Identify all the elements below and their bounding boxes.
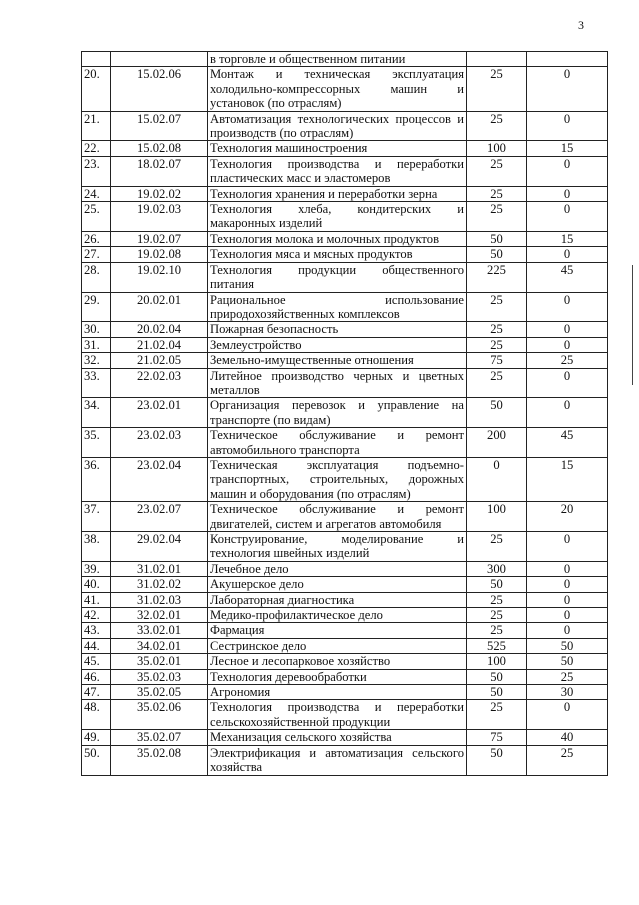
cell-code: 35.02.07 [111,730,208,745]
cell-count-b [527,52,608,67]
table-row [82,577,608,592]
table-row [82,186,608,201]
table-row [82,428,608,458]
page-number: 3 [578,18,584,32]
cell-code: 19.02.03 [111,202,208,232]
cell-name: Техническое обслуживание и ремонт двигателей, систем и агрегатов автомобиля [208,502,467,532]
cell-count-a: 50 [467,685,527,700]
cell-number: 22. [82,141,111,156]
cell-number: 30. [82,322,111,337]
table-row [82,623,608,638]
cell-count-a: 25 [467,608,527,623]
cell-count-b: 0 [527,700,608,730]
cell-count-a: 50 [467,745,527,775]
table-row [82,592,608,607]
cell-name: Рациональное использование природохозяйственных комплексов [208,292,467,322]
cell-count-a: 225 [467,262,527,292]
cell-name: Технология производства и переработки сельскохозяйственной продукции [208,700,467,730]
cell-code: 31.02.02 [111,577,208,592]
cell-number: 37. [82,502,111,532]
cell-code: 35.02.05 [111,685,208,700]
cell-count-b: 50 [527,654,608,669]
table-row [82,398,608,428]
cell-number: 25. [82,202,111,232]
cell-name: Землеустройство [208,337,467,352]
cell-number: 20. [82,67,111,111]
cell-name: Земельно-имущественные отношения [208,353,467,368]
table-row [82,262,608,292]
cell-number: 35. [82,428,111,458]
table-row [82,368,608,398]
cell-count-b: 0 [527,577,608,592]
cell-count-b: 25 [527,353,608,368]
cell-name: Акушерское дело [208,577,467,592]
table-row [82,730,608,745]
cell-count-a: 25 [467,186,527,201]
cell-number: 27. [82,247,111,262]
table-row [82,669,608,684]
cell-name: Медико-профилактическое дело [208,608,467,623]
cell-name: Технология производства и переработки пластических масс и эластомеров [208,156,467,186]
cell-number: 32. [82,353,111,368]
cell-count-a: 25 [467,700,527,730]
cell-code: 31.02.01 [111,561,208,576]
cell-count-b: 0 [527,67,608,111]
cell-code: 19.02.02 [111,186,208,201]
cell-number: 31. [82,337,111,352]
cell-code: 19.02.07 [111,231,208,246]
cell-name: Технология продукции общественного питания [208,262,467,292]
cell-count-a: 100 [467,141,527,156]
table-row [82,247,608,262]
cell-count-b: 0 [527,111,608,141]
cell-count-a: 25 [467,322,527,337]
cell-count-a: 300 [467,561,527,576]
table-row [82,502,608,532]
table-body [82,52,608,776]
cell-code: 15.02.07 [111,111,208,141]
cell-code [111,52,208,67]
cell-count-a: 50 [467,398,527,428]
cell-name: Сестринское дело [208,638,467,653]
cell-count-b: 0 [527,398,608,428]
cell-number: 45. [82,654,111,669]
cell-count-b: 15 [527,141,608,156]
cell-number: 40. [82,577,111,592]
cell-code: 22.02.03 [111,368,208,398]
cell-number: 47. [82,685,111,700]
cell-count-b: 0 [527,322,608,337]
cell-name: Технология хранения и переработки зерна [208,186,467,201]
cell-number: 23. [82,156,111,186]
cell-count-b: 0 [527,292,608,322]
cell-number: 33. [82,368,111,398]
table-row [82,353,608,368]
cell-count-a: 100 [467,502,527,532]
cell-count-b: 45 [527,262,608,292]
cell-name: Технология хлеба, кондитерских и макаронных изделий [208,202,467,232]
cell-number: 48. [82,700,111,730]
table-row [82,322,608,337]
cell-name: Монтаж и техническая эксплуатация холодильно-компрессорных машин и установок (по отраслям) [208,67,467,111]
cell-name: Агрономия [208,685,467,700]
table-row [82,111,608,141]
table-row [82,337,608,352]
cell-count-a: 50 [467,577,527,592]
cell-number: 21. [82,111,111,141]
cell-code: 20.02.04 [111,322,208,337]
cell-count-a: 25 [467,202,527,232]
specialties-table [81,51,608,776]
cell-number: 46. [82,669,111,684]
cell-code: 18.02.07 [111,156,208,186]
cell-count-b: 30 [527,685,608,700]
cell-code: 21.02.05 [111,353,208,368]
table-row [82,700,608,730]
cell-count-b: 0 [527,561,608,576]
cell-number: 24. [82,186,111,201]
cell-code: 15.02.06 [111,67,208,111]
cell-name: Техническое обслуживание и ремонт автомобильного транспорта [208,428,467,458]
table-row [82,141,608,156]
cell-code: 23.02.01 [111,398,208,428]
cell-count-b: 0 [527,623,608,638]
cell-number: 29. [82,292,111,322]
cell-count-b: 0 [527,337,608,352]
table-row [82,561,608,576]
cell-count-b: 15 [527,231,608,246]
cell-number: 43. [82,623,111,638]
cell-name: в торговле и общественном питании [208,52,467,67]
cell-count-a: 25 [467,292,527,322]
cell-number: 50. [82,745,111,775]
table-row [82,67,608,111]
cell-count-b: 0 [527,532,608,562]
cell-code: 23.02.03 [111,428,208,458]
cell-count-b: 25 [527,745,608,775]
cell-number: 41. [82,592,111,607]
cell-count-a: 75 [467,730,527,745]
cell-name: Механизация сельского хозяйства [208,730,467,745]
table-row [82,685,608,700]
cell-code: 35.02.08 [111,745,208,775]
cell-count-a [467,52,527,67]
cell-name: Лесное и лесопарковое хозяйство [208,654,467,669]
cell-count-a: 75 [467,353,527,368]
cell-count-a: 25 [467,67,527,111]
table-row [82,745,608,775]
table-row [82,457,608,501]
table-row [82,156,608,186]
table-row [82,292,608,322]
cell-name: Электрификация и автоматизация сельского хозяйства [208,745,467,775]
cell-count-a: 200 [467,428,527,458]
cell-count-a: 25 [467,623,527,638]
cell-number: 49. [82,730,111,745]
cell-number [82,52,111,67]
cell-count-a: 25 [467,592,527,607]
cell-count-a: 525 [467,638,527,653]
cell-count-a: 25 [467,111,527,141]
cell-count-b: 0 [527,608,608,623]
table-row-continuation [82,52,608,67]
cell-code: 19.02.08 [111,247,208,262]
cell-code: 29.02.04 [111,532,208,562]
cell-name: Литейное производство черных и цветных металлов [208,368,467,398]
cell-count-b: 20 [527,502,608,532]
cell-count-b: 25 [527,669,608,684]
table-row [82,608,608,623]
margin-line [632,265,633,385]
cell-number: 39. [82,561,111,576]
table-row [82,231,608,246]
cell-number: 26. [82,231,111,246]
cell-count-b: 0 [527,156,608,186]
cell-count-b: 45 [527,428,608,458]
cell-count-b: 50 [527,638,608,653]
cell-number: 28. [82,262,111,292]
cell-count-a: 50 [467,669,527,684]
cell-code: 23.02.07 [111,502,208,532]
cell-code: 31.02.03 [111,592,208,607]
cell-count-a: 100 [467,654,527,669]
cell-code: 33.02.01 [111,623,208,638]
cell-count-b: 0 [527,186,608,201]
cell-count-a: 25 [467,368,527,398]
cell-code: 20.02.01 [111,292,208,322]
cell-name: Конструирование, моделирование и технология швейных изделий [208,532,467,562]
cell-number: 44. [82,638,111,653]
cell-name: Технология мяса и мясных продуктов [208,247,467,262]
cell-count-a: 25 [467,156,527,186]
cell-name: Технология деревообработки [208,669,467,684]
table-row [82,532,608,562]
cell-code: 19.02.10 [111,262,208,292]
cell-name: Автоматизация технологических процессов и производств (по отраслям) [208,111,467,141]
cell-name: Организация перевозок и управление на транспорте (по видам) [208,398,467,428]
cell-name: Пожарная безопасность [208,322,467,337]
cell-count-b: 40 [527,730,608,745]
cell-count-b: 0 [527,368,608,398]
cell-code: 34.02.01 [111,638,208,653]
cell-code: 21.02.04 [111,337,208,352]
cell-count-a: 50 [467,247,527,262]
cell-name: Технология молока и молочных продуктов [208,231,467,246]
cell-number: 42. [82,608,111,623]
cell-count-b: 0 [527,247,608,262]
cell-count-a: 0 [467,457,527,501]
cell-count-a: 50 [467,231,527,246]
cell-count-a: 25 [467,532,527,562]
cell-name: Техническая эксплуатация подъемно-транспортных, строительных, дорожных машин и оборудования (по отраслям) [208,457,467,501]
table-row [82,654,608,669]
cell-code: 35.02.01 [111,654,208,669]
cell-count-a: 25 [467,337,527,352]
cell-code: 15.02.08 [111,141,208,156]
cell-number: 36. [82,457,111,501]
cell-number: 38. [82,532,111,562]
cell-name: Фармация [208,623,467,638]
cell-count-b: 15 [527,457,608,501]
cell-name: Лечебное дело [208,561,467,576]
table-row [82,202,608,232]
cell-number: 34. [82,398,111,428]
cell-name: Лабораторная диагностика [208,592,467,607]
cell-name: Технология машиностроения [208,141,467,156]
table-row [82,638,608,653]
cell-count-b: 0 [527,592,608,607]
cell-code: 35.02.06 [111,700,208,730]
cell-code: 23.02.04 [111,457,208,501]
cell-code: 32.02.01 [111,608,208,623]
cell-code: 35.02.03 [111,669,208,684]
cell-count-b: 0 [527,202,608,232]
